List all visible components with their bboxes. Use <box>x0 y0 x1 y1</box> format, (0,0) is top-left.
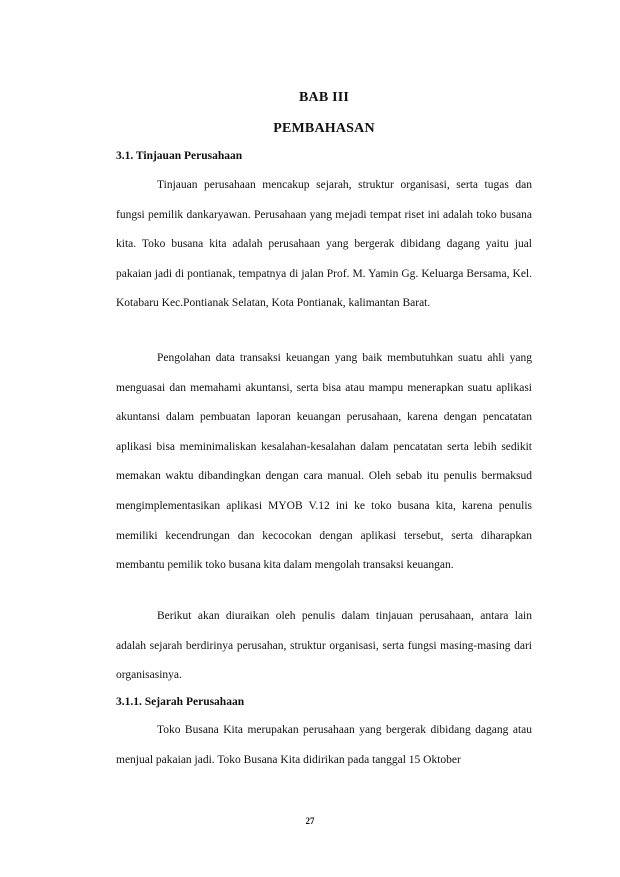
section-heading-3-1: 3.1. Tinjauan Perusahaan <box>116 150 243 162</box>
chapter-number: BAB III <box>298 90 350 105</box>
section-heading-3-1-1: 3.1.1. Sejarah Perusahaan <box>116 696 245 708</box>
paragraph-pengolahan-data: Pengolahan data transaksi keuangan yang baik membutuhkan suatu ahli yang menguasai dan memahami akuntansi, serta bisa atau mampu menerapkan suatu aplikasi akuntansi dalam pembuatan laporan keuangan perusahaan, karena dengan pencatatan aplikasi bisa meminimaliskan kesalahan-kesalahan dalam pencatatan serta lebih sedikit memakan waktu dibandingkan dengan cara manual. Oleh sebab itu penulis bermaksud mengimplementasikan aplikasi MYOB V.12 ini ke toko busana kita, karena penulis memiliki kecendrungan dan kecocokan dengan aplikasi tersebut, serta diharapkan membantu pemilik toko busana kita dalam mengolah transaksi keuangan. <box>116 352 532 572</box>
paragraph-berikut: Berikut akan diuraikan oleh penulis dalam tinjauan perusahaan, antara lain adalah sejarah berdirinya perusahan, struktur organisasi, serta fungsi masing-masing dari organisasinya. <box>116 610 532 682</box>
page-number: 27 <box>305 816 315 826</box>
paragraph-tinjauan-perusahaan: Tinjauan perusahaan mencakup sejarah, struktur organisasi, serta tugas dan fungsi pemilik dankaryawan. Perusahaan yang mejadi tempat riset ini adalah toko busana kita. Toko busana kita adalah perusahaan yang bergerak dibidang dagang yaitu jual pakaian jadi di pontianak, tempatnya di jalan Prof. M. Yamin Gg. Keluarga Bersama, Kel. Kotabaru Kec.Pontianak Selatan, Kota Pontianak, kalimantan Barat. <box>116 179 532 310</box>
chapter-title: PEMBAHASAN <box>273 121 375 136</box>
paragraph-sejarah-perusahaan: Toko Busana Kita merupakan perusahaan yang bergerak dibidang dagang atau menjual pakaian jadi. Toko Busana Kita didirikan pada tanggal 15 Oktober <box>116 724 532 766</box>
